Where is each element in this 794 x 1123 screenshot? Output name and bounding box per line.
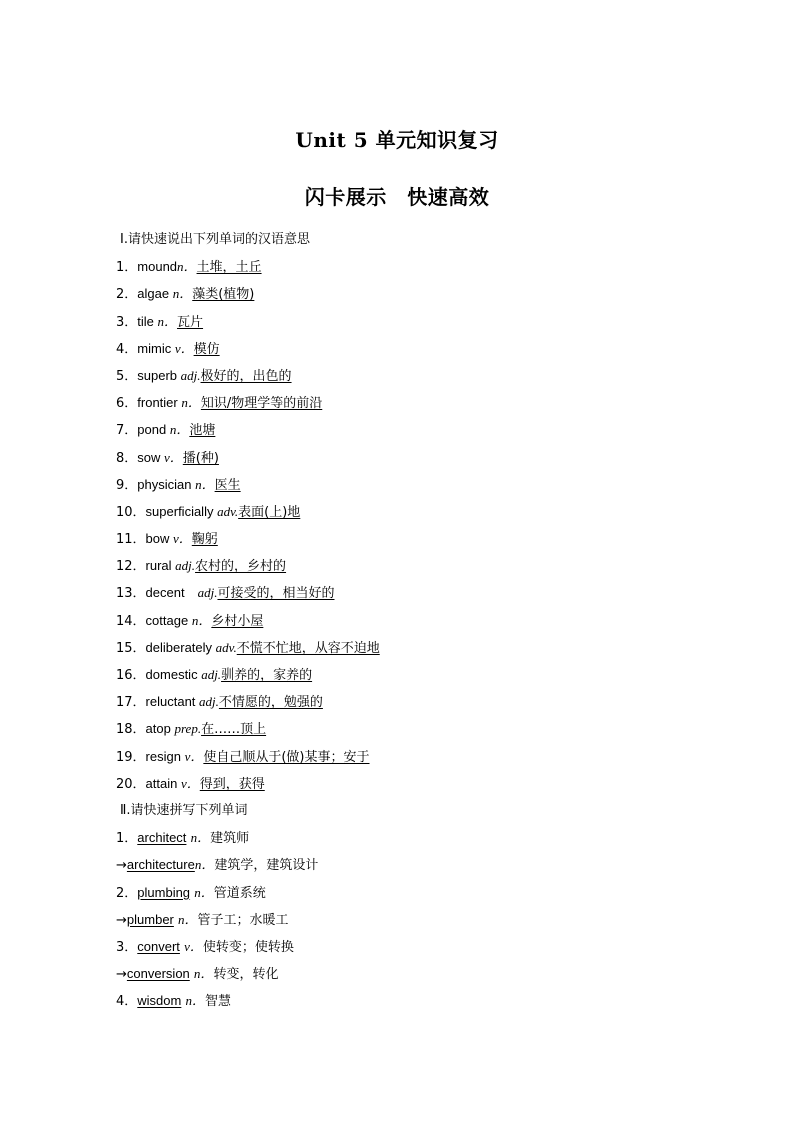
arrow-icon: →	[116, 858, 127, 874]
item-meaning: 不情愿的，勉强的	[218, 695, 323, 711]
item-word: resign	[145, 748, 185, 764]
item-number: 1．	[116, 260, 138, 276]
item-number: 6．	[116, 396, 138, 412]
item-number: 14．	[116, 613, 146, 629]
item-word: superb	[137, 367, 181, 383]
vocab-item	[116, 774, 716, 801]
item-pos: v．	[180, 775, 200, 791]
item-number: 10．	[116, 504, 146, 520]
item-pos: adv.	[215, 639, 237, 655]
item-word: bow	[145, 531, 174, 547]
item-meaning: 使自己顺从于(做)某事；安于	[203, 749, 370, 765]
item-pos: adj.	[199, 694, 219, 710]
item-word: domestic	[145, 667, 202, 682]
section-2-list	[116, 828, 716, 1018]
item-meaning: 藻类(植物)	[192, 287, 255, 303]
item-prefix: 3．	[116, 939, 138, 955]
vocab-item	[116, 257, 716, 284]
item-pos: n．	[177, 259, 197, 275]
item-word: deliberately	[145, 639, 216, 655]
item-meaning: 可接受的，相当好的	[217, 586, 335, 602]
item-word: physician	[137, 476, 196, 492]
item-meaning: 智慧	[205, 994, 232, 1010]
item-pos: adj.	[175, 558, 196, 574]
spelling-item	[116, 828, 716, 855]
item-word: cottage	[145, 612, 192, 628]
item-word: tile	[137, 313, 158, 329]
item-word: pond	[137, 422, 170, 438]
item-meaning: 池塘	[189, 423, 216, 439]
item-meaning: 鞠躬	[191, 532, 218, 548]
item-number: 9．	[116, 477, 138, 493]
vocab-item	[116, 393, 716, 420]
item-number: 18．	[116, 722, 146, 738]
item-prefix: 4．	[116, 994, 138, 1010]
vocab-item	[116, 420, 716, 447]
spelling-item	[116, 855, 716, 882]
item-pos: v．	[164, 449, 183, 465]
item-number: 20．	[116, 776, 146, 792]
section-1-list	[116, 257, 716, 801]
vocab-item	[116, 692, 716, 719]
item-answer-word: architect	[137, 830, 187, 846]
item-number: 11．	[116, 532, 146, 548]
item-number: 8．	[116, 450, 138, 466]
item-number: 5．	[116, 368, 138, 384]
item-meaning: 农村的，乡村的	[195, 559, 287, 575]
item-meaning: 管道系统	[213, 885, 266, 901]
item-meaning: 建筑学，建筑设计	[214, 858, 319, 874]
item-number: 15．	[116, 640, 146, 656]
section-1-heading: Ⅰ.请快速说出下列单词的汉语意思	[120, 232, 310, 247]
item-number: 4．	[116, 341, 138, 357]
item-meaning: 表面(上)地	[238, 504, 301, 520]
item-meaning: 医生	[214, 477, 241, 493]
item-pos: adj.	[180, 367, 201, 383]
item-number: 7．	[116, 423, 138, 439]
item-answer-word: conversion	[126, 966, 190, 982]
vocab-item	[116, 312, 716, 339]
item-answer-word: wisdom	[137, 993, 182, 1009]
item-number: 13．	[116, 586, 146, 602]
arrow-icon: →	[116, 912, 127, 928]
spelling-item	[116, 883, 716, 910]
vocab-item	[116, 339, 716, 366]
item-meaning: 管子工；水暖工	[197, 912, 289, 928]
vocab-item	[116, 719, 716, 746]
item-meaning: 建筑师	[210, 831, 250, 847]
vocab-item	[116, 611, 716, 638]
item-number: 17．	[116, 695, 146, 711]
item-word: atop	[145, 721, 175, 737]
item-word: reluctant	[145, 694, 200, 710]
item-meaning: 不慌不忙地，从容不迫地	[236, 640, 380, 656]
item-word: attain	[145, 775, 181, 791]
item-pos: n．	[178, 911, 198, 927]
item-pos: adv.	[217, 503, 239, 519]
item-meaning: 模仿	[193, 341, 220, 357]
item-pos: v．	[184, 748, 204, 764]
document-body	[116, 230, 716, 1018]
section-2-heading: Ⅱ.请快速拼写下列单词	[120, 802, 248, 818]
vocab-item	[116, 583, 716, 610]
page-title: Unit 5 单元知识复习	[295, 128, 499, 152]
item-meaning: 土堆，土丘	[196, 260, 262, 276]
vocab-item	[116, 665, 716, 692]
item-answer-word: architecture	[126, 857, 195, 873]
item-meaning: 瓦片	[177, 314, 204, 330]
vocab-item	[116, 529, 716, 556]
item-pos: n．	[194, 884, 214, 900]
item-pos: n．	[195, 476, 215, 492]
item-pos: n．	[185, 993, 206, 1009]
item-word: rural	[145, 558, 176, 574]
arrow-icon: →	[116, 967, 127, 983]
item-number: 19．	[116, 749, 146, 765]
vocab-item	[116, 502, 716, 529]
item-meaning: 驯养的，家养的	[221, 668, 313, 683]
item-pos: n．	[169, 422, 190, 438]
item-meaning: 极好的，出色的	[200, 368, 292, 384]
item-word: mimic	[137, 340, 175, 356]
item-word: superficially	[145, 503, 218, 519]
item-pos: n．	[157, 313, 178, 329]
page-subtitle: 闪卡展示 快速高效	[304, 185, 490, 209]
item-meaning: 乡村小屋	[211, 613, 264, 629]
item-prefix: 2．	[116, 885, 138, 901]
item-pos: n．	[172, 286, 193, 302]
vocab-item	[116, 556, 716, 583]
item-pos: n．	[190, 830, 211, 846]
spelling-item	[116, 991, 716, 1018]
item-word: frontier	[137, 395, 182, 411]
item-answer-word: plumber	[126, 911, 174, 927]
spelling-item	[116, 964, 716, 991]
item-pos: adj.	[197, 585, 218, 601]
item-pos: prep.	[174, 721, 202, 737]
vocab-item	[116, 284, 716, 311]
item-answer-word: plumbing	[137, 884, 191, 900]
item-word: sow	[137, 449, 165, 465]
item-pos: n．	[193, 966, 214, 982]
item-pos: n．	[194, 857, 215, 873]
item-word: algae	[137, 286, 173, 302]
vocab-item	[116, 448, 716, 475]
vocab-item	[116, 638, 716, 665]
item-pos: v．	[184, 938, 203, 954]
item-meaning: 得到，获得	[199, 776, 265, 792]
item-number: 2．	[116, 287, 138, 303]
item-pos: adj.	[201, 667, 222, 682]
item-word: decent	[145, 585, 198, 601]
item-prefix: 1．	[116, 831, 138, 847]
vocab-item	[116, 747, 716, 774]
spelling-item	[116, 910, 716, 937]
item-pos: n．	[181, 395, 201, 411]
item-meaning: 播(种)	[182, 450, 219, 466]
item-meaning: 知识/物理学等的前沿	[200, 396, 323, 412]
spelling-item	[116, 937, 716, 964]
item-number: 3．	[116, 314, 138, 330]
item-meaning: 转变，转化	[213, 967, 279, 983]
vocab-item	[116, 366, 716, 393]
item-number: 16．	[116, 668, 146, 683]
item-pos: v．	[173, 531, 192, 547]
item-pos: v．	[174, 340, 194, 356]
item-number: 12．	[116, 559, 146, 575]
item-word: mound	[137, 259, 178, 275]
item-pos: n．	[191, 612, 212, 628]
item-answer-word: convert	[137, 938, 180, 954]
item-meaning: 使转变；使转换	[202, 939, 294, 955]
item-meaning: 在……顶上	[201, 722, 267, 738]
vocab-item	[116, 475, 716, 502]
